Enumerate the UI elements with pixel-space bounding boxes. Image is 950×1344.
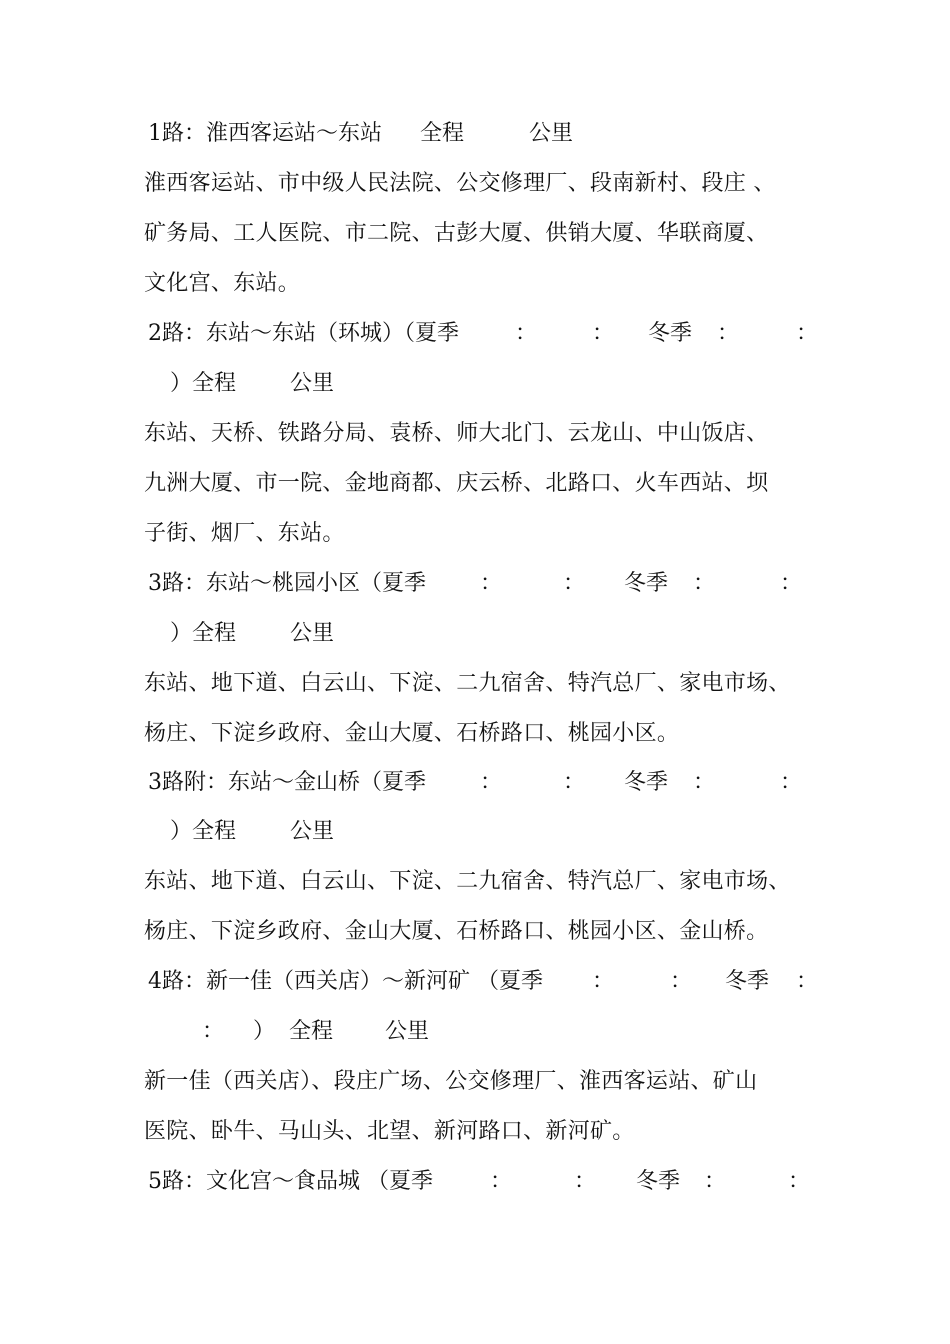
full-distance-label: ）全程: [170, 819, 237, 844]
summer-end-colon: ：: [563, 770, 586, 795]
stops-line: 杨庄、下淀乡政府、金山大厦、石桥路口、桃园小区、金山桥。: [144, 919, 769, 944]
route-name: 5路：文化宫～食品城 （夏季: [148, 1169, 433, 1194]
winter-end-colon: ：: [202, 1019, 225, 1044]
route-header-tail: [0, 364, 950, 404]
paren-close: ）: [253, 1019, 276, 1044]
distance-unit: 公里: [290, 371, 335, 396]
winter-start-colon: ：: [693, 770, 716, 795]
summer-start-colon: ：: [480, 770, 503, 795]
distance-unit: 公里: [290, 819, 335, 844]
route-header: [0, 962, 950, 1002]
route-header: [0, 763, 950, 803]
summer-end-colon: ：: [563, 571, 586, 596]
summer-end-colon: ：: [592, 321, 615, 346]
stops-line: 东站、地下道、白云山、下淀、二九宿舍、特汽总厂、家电市场、: [144, 869, 791, 894]
summer-start-colon: ：: [490, 1169, 513, 1194]
winter-end-colon: ：: [796, 321, 819, 346]
stops-line: 杨庄、下淀乡政府、金山大厦、石桥路口、桃园小区。: [144, 721, 680, 746]
distance-unit: 公里: [290, 621, 335, 646]
stops-line: 文化宫、东站。: [144, 271, 301, 296]
route-name: 1路：淮西客运站～东站: [148, 121, 382, 146]
full-distance-label: ）全程: [170, 621, 237, 646]
summer-start-colon: ：: [592, 969, 615, 994]
route-name: 3路附：东站～金山桥（夏季: [148, 770, 426, 795]
winter-label: 冬季: [636, 1169, 681, 1194]
winter-label: 冬季: [725, 969, 770, 994]
winter-start-colon: ：: [704, 1169, 727, 1194]
full-distance-label: 全程: [289, 1019, 334, 1044]
route-header-tail: [0, 1012, 950, 1052]
route-name: 3路：东站～桃园小区（夏季: [148, 571, 426, 596]
winter-start-colon: ：: [693, 571, 716, 596]
route-name: 4路：新一佳（西关店）～新河矿 （夏季: [148, 969, 543, 994]
winter-end-colon: ：: [788, 1169, 811, 1194]
route-header-tail: [0, 812, 950, 852]
stops-line: 淮西客运站、市中级人民法院、公交修理厂、段南新村、段庄 、: [144, 171, 776, 196]
stops-line: 九洲大厦、市一院、金地商都、庆云桥、北路口、火车西站、坝: [144, 471, 769, 496]
winter-label: 冬季: [648, 321, 693, 346]
stops-line: 子街、烟厂、东站。: [144, 521, 345, 546]
stops-line: 东站、地下道、白云山、下淀、二九宿舍、特汽总厂、家电市场、: [144, 671, 791, 696]
route-header: [0, 114, 950, 154]
winter-start-colon: ：: [796, 969, 819, 994]
route-name: 2路：东站～东站（环城）（夏季: [148, 321, 459, 346]
full-distance-label: ）全程: [170, 371, 237, 396]
route-header-tail: [0, 614, 950, 654]
winter-end-colon: ：: [780, 770, 803, 795]
distance-unit: 公里: [385, 1019, 430, 1044]
winter-label: 冬季: [624, 571, 669, 596]
summer-end-colon: ：: [574, 1169, 597, 1194]
full-distance-label: 全程: [420, 121, 465, 146]
distance-unit: 公里: [529, 121, 574, 146]
winter-label: 冬季: [624, 770, 669, 795]
summer-end-colon: ：: [670, 969, 693, 994]
stops-line: 医院、卧牛、马山头、北望、新河路口、新河矿。: [144, 1119, 635, 1144]
route-header: [0, 314, 950, 354]
summer-start-colon: ：: [480, 571, 503, 596]
winter-start-colon: ：: [717, 321, 740, 346]
stops-line: 新一佳（西关店）、段庄广场、公交修理厂、淮西客运站、矿山: [144, 1069, 758, 1094]
stops-line: 矿务局、工人医院、市二院、古彭大厦、供销大厦、华联商厦、: [144, 221, 769, 246]
route-header: [0, 1162, 950, 1202]
stops-line: 东站、天桥、铁路分局、袁桥、师大北门、云龙山、中山饭店、: [144, 421, 769, 446]
winter-end-colon: ：: [780, 571, 803, 596]
route-header: [0, 564, 950, 604]
summer-start-colon: ：: [515, 321, 538, 346]
